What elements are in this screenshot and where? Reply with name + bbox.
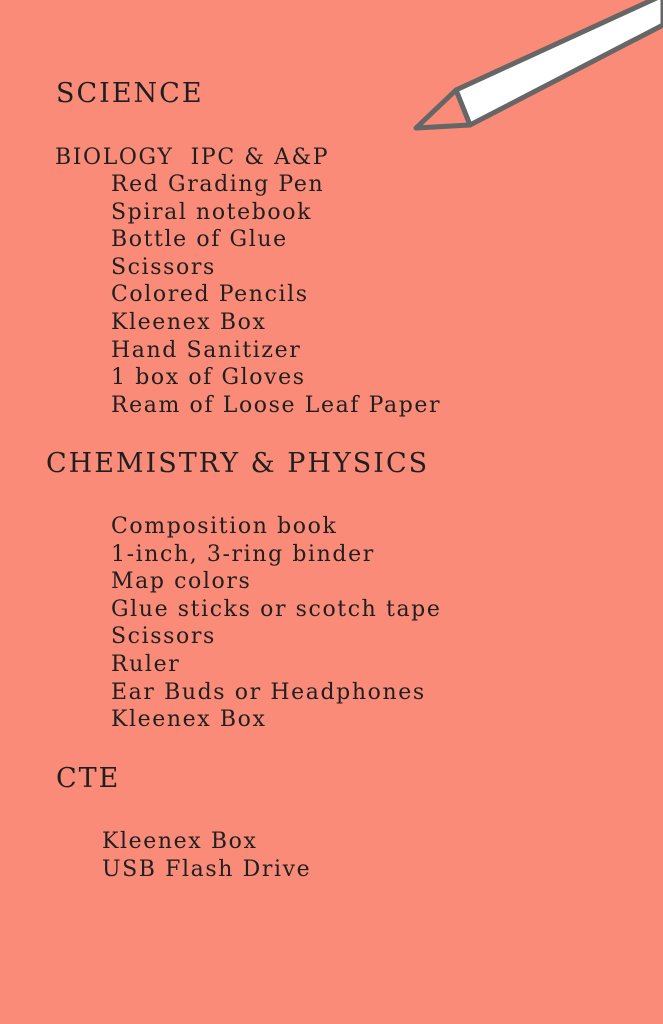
biology-subheading: BIOLOGY IPC & A&P xyxy=(55,145,330,170)
cte-supply-list xyxy=(102,828,311,883)
list-item: Scissors xyxy=(111,624,216,650)
list-item: Kleenex Box xyxy=(102,829,258,854)
chemistry-physics-supply-list xyxy=(111,513,442,734)
list-item: Map colors xyxy=(111,569,252,595)
list-item: Glue sticks or scotch tape xyxy=(111,596,442,622)
list-item: Colored Pencils xyxy=(111,282,309,308)
list-item: Ream of Loose Leaf Paper xyxy=(111,392,442,418)
cte-heading: CTE xyxy=(56,763,121,794)
list-item: Kleenex Box xyxy=(111,707,267,733)
pencil-icon xyxy=(400,0,663,140)
list-item: Red Grading Pen xyxy=(111,172,325,197)
science-supply-list xyxy=(111,171,441,419)
list-item: Ear Buds or Headphones xyxy=(111,679,426,705)
list-item: Kleenex Box xyxy=(111,309,267,335)
chemistry-physics-heading: CHEMISTRY & PHYSICS xyxy=(46,448,430,479)
list-item: Bottle of Glue xyxy=(111,227,288,253)
science-heading: SCIENCE xyxy=(56,78,204,109)
list-item: Hand Sanitizer xyxy=(111,337,302,363)
list-item: 1 box of Gloves xyxy=(111,365,306,391)
list-item: Ruler xyxy=(111,651,181,677)
list-item: 1-inch, 3-ring binder xyxy=(111,541,375,567)
list-item: Composition book xyxy=(111,514,338,539)
list-item: USB Flash Drive xyxy=(102,856,312,882)
list-item: Scissors xyxy=(111,254,216,280)
list-item: Spiral notebook xyxy=(111,199,313,225)
